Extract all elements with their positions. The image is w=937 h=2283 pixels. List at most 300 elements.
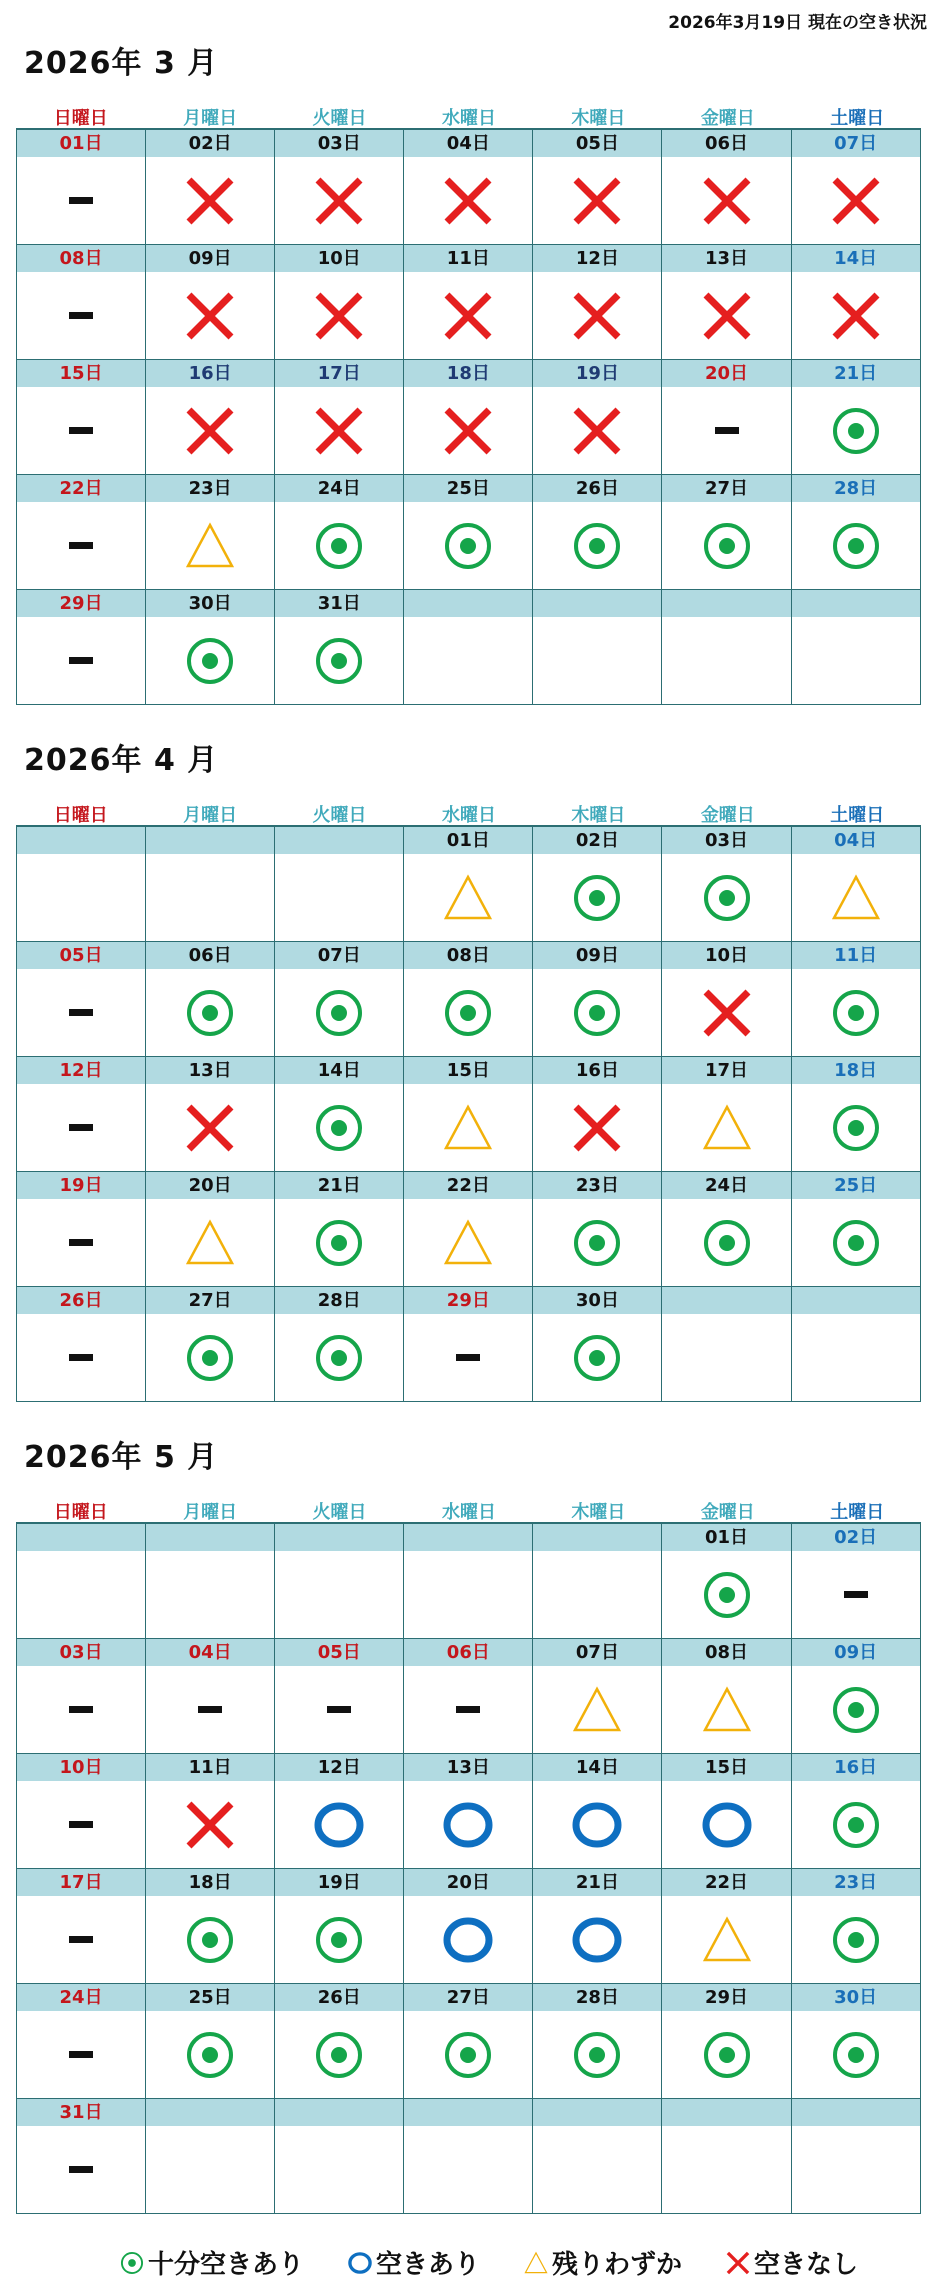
day-number: 17日 xyxy=(17,1869,145,1896)
day-status xyxy=(146,157,274,244)
day-cell[interactable] xyxy=(533,1639,662,1754)
day-cell[interactable] xyxy=(146,130,275,245)
day-number: 24日 xyxy=(275,475,403,502)
day-cell[interactable] xyxy=(662,827,791,942)
day-number: 24日 xyxy=(17,1984,145,2011)
day-status xyxy=(404,502,532,589)
weekday-label: 火曜日 xyxy=(312,108,367,129)
weekday-label: 火曜日 xyxy=(312,1502,367,1523)
day-cell[interactable] xyxy=(533,245,662,360)
week-row xyxy=(17,942,921,1057)
full-availability-icon xyxy=(314,1333,364,1383)
day-number: 20日 xyxy=(404,1869,532,1896)
day-cell[interactable] xyxy=(404,1172,533,1287)
day-status xyxy=(404,854,532,941)
day-cell[interactable] xyxy=(17,1754,146,1869)
day-number: 25日 xyxy=(146,1984,274,2011)
day-cell[interactable] xyxy=(792,827,921,942)
day-status xyxy=(404,1084,532,1171)
legend-item xyxy=(348,2244,480,2281)
day-cell[interactable] xyxy=(662,245,791,360)
day-cell[interactable] xyxy=(17,942,146,1057)
day-number xyxy=(275,2099,403,2126)
full-availability-icon xyxy=(702,1570,752,1620)
no-availability-icon xyxy=(185,406,235,456)
day-number xyxy=(17,1524,145,1551)
day-cell[interactable] xyxy=(662,1524,791,1639)
day-cell[interactable] xyxy=(17,1984,146,2099)
day-cell[interactable] xyxy=(146,1869,275,1984)
day-cell[interactable] xyxy=(404,475,533,590)
day-number: 26日 xyxy=(533,475,661,502)
day-cell[interactable] xyxy=(17,1287,146,1402)
day-cell xyxy=(146,1524,275,1639)
no-availability-icon xyxy=(185,1103,235,1153)
week-row xyxy=(17,1754,921,1869)
day-status xyxy=(404,969,532,1056)
week-row xyxy=(17,1524,921,1639)
day-number: 21日 xyxy=(792,360,920,387)
day-cell[interactable] xyxy=(146,1287,275,1402)
day-number xyxy=(275,827,403,854)
day-status xyxy=(146,969,274,1056)
day-number: 08日 xyxy=(17,245,145,272)
day-cell[interactable] xyxy=(404,1869,533,1984)
day-number xyxy=(662,2099,790,2126)
day-cell[interactable] xyxy=(275,1057,404,1172)
day-status xyxy=(792,1199,920,1286)
day-number: 18日 xyxy=(404,360,532,387)
day-cell[interactable] xyxy=(792,1869,921,1984)
no-availability-icon xyxy=(831,291,881,341)
calendar-grid xyxy=(16,1522,921,2214)
day-number: 09日 xyxy=(792,1639,920,1666)
day-cell xyxy=(792,1287,921,1402)
day-status xyxy=(17,1781,145,1868)
day-status xyxy=(533,1781,661,1868)
day-cell[interactable] xyxy=(146,1057,275,1172)
day-number: 15日 xyxy=(662,1754,790,1781)
day-cell[interactable] xyxy=(404,360,533,475)
day-cell[interactable] xyxy=(662,360,791,475)
day-number: 29日 xyxy=(17,590,145,617)
day-status xyxy=(17,854,145,941)
day-number: 25日 xyxy=(792,1172,920,1199)
day-status xyxy=(662,387,790,474)
day-cell[interactable] xyxy=(275,360,404,475)
day-number: 22日 xyxy=(662,1869,790,1896)
open-availability-icon xyxy=(348,2251,372,2275)
day-status xyxy=(662,1781,790,1868)
day-cell[interactable] xyxy=(792,245,921,360)
day-number: 06日 xyxy=(404,1639,532,1666)
day-cell[interactable] xyxy=(533,1172,662,1287)
day-number: 08日 xyxy=(662,1639,790,1666)
day-cell[interactable] xyxy=(662,475,791,590)
day-status xyxy=(533,1199,661,1286)
day-cell[interactable] xyxy=(146,942,275,1057)
day-status xyxy=(662,1199,790,1286)
status-date-label: 2026年3月19日 現在の空き状況 xyxy=(668,13,927,33)
day-cell[interactable] xyxy=(533,1754,662,1869)
day-cell[interactable] xyxy=(662,1639,791,1754)
full-availability-icon xyxy=(702,1218,752,1268)
day-cell[interactable] xyxy=(792,360,921,475)
day-cell[interactable] xyxy=(146,1639,275,1754)
day-cell[interactable] xyxy=(533,130,662,245)
day-cell[interactable] xyxy=(275,590,404,705)
day-number: 13日 xyxy=(404,1754,532,1781)
day-status xyxy=(275,1781,403,1868)
closed-dash-icon xyxy=(69,657,93,664)
day-cell[interactable] xyxy=(404,1287,533,1402)
weekday-label: 金曜日 xyxy=(700,805,755,826)
day-cell[interactable] xyxy=(404,1754,533,1869)
open-availability-icon xyxy=(702,1800,752,1850)
day-number: 03日 xyxy=(275,130,403,157)
day-status xyxy=(792,854,920,941)
day-number: 21日 xyxy=(533,1869,661,1896)
day-cell[interactable] xyxy=(146,475,275,590)
day-cell[interactable] xyxy=(662,1869,791,1984)
day-status xyxy=(792,1314,920,1401)
day-status xyxy=(404,2126,532,2213)
few-remaining-icon xyxy=(443,1218,493,1268)
day-status xyxy=(146,854,274,941)
day-number: 18日 xyxy=(792,1057,920,1084)
day-number: 29日 xyxy=(662,1984,790,2011)
day-cell[interactable] xyxy=(17,1869,146,1984)
full-availability-icon xyxy=(831,1685,881,1735)
day-cell[interactable] xyxy=(662,1754,791,1869)
few-remaining-icon xyxy=(572,1685,622,1735)
day-status xyxy=(792,502,920,589)
day-status xyxy=(533,387,661,474)
day-status xyxy=(146,617,274,704)
day-cell[interactable] xyxy=(17,1057,146,1172)
day-status xyxy=(792,2011,920,2098)
day-number: 31日 xyxy=(275,590,403,617)
day-cell[interactable] xyxy=(275,942,404,1057)
day-number: 28日 xyxy=(792,475,920,502)
full-availability-icon xyxy=(831,988,881,1038)
day-cell[interactable] xyxy=(662,1057,791,1172)
day-number: 01日 xyxy=(404,827,532,854)
day-status xyxy=(146,387,274,474)
day-number: 28日 xyxy=(533,1984,661,2011)
weekday-label: 日曜日 xyxy=(53,1502,108,1523)
day-cell[interactable] xyxy=(146,1172,275,1287)
day-cell[interactable] xyxy=(662,1172,791,1287)
day-cell[interactable] xyxy=(662,130,791,245)
day-status xyxy=(404,272,532,359)
few-remaining-icon xyxy=(831,873,881,923)
day-number: 10日 xyxy=(275,245,403,272)
day-number xyxy=(792,2099,920,2126)
day-number xyxy=(533,590,661,617)
day-number: 06日 xyxy=(662,130,790,157)
day-cell[interactable] xyxy=(275,1172,404,1287)
week-row xyxy=(17,475,921,590)
full-availability-icon xyxy=(120,2251,144,2275)
day-cell[interactable] xyxy=(662,942,791,1057)
full-availability-icon xyxy=(314,521,364,571)
day-cell[interactable] xyxy=(533,1287,662,1402)
day-cell[interactable] xyxy=(792,130,921,245)
closed-dash-icon xyxy=(198,1706,222,1713)
day-status xyxy=(662,502,790,589)
day-cell[interactable] xyxy=(404,1639,533,1754)
day-number: 11日 xyxy=(792,942,920,969)
day-status xyxy=(792,272,920,359)
closed-dash-icon xyxy=(69,1706,93,1713)
day-status xyxy=(17,1551,145,1638)
day-cell xyxy=(792,2099,921,2214)
day-status xyxy=(533,969,661,1056)
day-cell[interactable] xyxy=(404,942,533,1057)
weekday-label: 木曜日 xyxy=(571,805,626,826)
day-number: 26日 xyxy=(275,1984,403,2011)
weekday-label: 水曜日 xyxy=(441,805,496,826)
day-number: 09日 xyxy=(533,942,661,969)
week-row xyxy=(17,1172,921,1287)
day-cell[interactable] xyxy=(404,827,533,942)
full-availability-icon xyxy=(572,1218,622,1268)
day-cell[interactable] xyxy=(792,1639,921,1754)
full-availability-icon xyxy=(185,1915,235,1965)
day-status xyxy=(146,1781,274,1868)
day-number: 23日 xyxy=(146,475,274,502)
day-status xyxy=(17,1666,145,1753)
day-status xyxy=(662,1666,790,1753)
day-number: 10日 xyxy=(662,942,790,969)
day-number: 20日 xyxy=(146,1172,274,1199)
weekday-header xyxy=(16,104,922,130)
day-cell[interactable] xyxy=(17,130,146,245)
day-cell[interactable] xyxy=(275,1639,404,1754)
day-cell xyxy=(662,1287,791,1402)
day-cell[interactable] xyxy=(146,1984,275,2099)
day-cell[interactable] xyxy=(275,1754,404,1869)
day-cell[interactable] xyxy=(17,475,146,590)
day-number: 14日 xyxy=(792,245,920,272)
day-status xyxy=(275,854,403,941)
full-availability-icon xyxy=(314,636,364,686)
day-cell[interactable] xyxy=(17,360,146,475)
closed-dash-icon xyxy=(844,1591,868,1598)
day-cell[interactable] xyxy=(17,245,146,360)
day-cell[interactable] xyxy=(17,2099,146,2214)
full-availability-icon xyxy=(831,1800,881,1850)
weekday-label: 火曜日 xyxy=(312,805,367,826)
day-number xyxy=(146,827,274,854)
day-cell[interactable] xyxy=(533,1869,662,1984)
day-status xyxy=(533,617,661,704)
full-availability-icon xyxy=(572,521,622,571)
day-status xyxy=(404,2011,532,2098)
closed-dash-icon xyxy=(69,1009,93,1016)
legend-item xyxy=(726,2244,858,2281)
day-status xyxy=(662,272,790,359)
day-status xyxy=(533,2011,661,2098)
day-cell[interactable] xyxy=(146,1754,275,1869)
closed-dash-icon xyxy=(69,1936,93,1943)
day-number xyxy=(404,2099,532,2126)
day-cell[interactable] xyxy=(792,1754,921,1869)
day-cell[interactable] xyxy=(275,1287,404,1402)
weekday-header xyxy=(16,801,922,827)
day-number: 15日 xyxy=(404,1057,532,1084)
day-cell[interactable] xyxy=(146,360,275,475)
day-status xyxy=(275,1084,403,1171)
no-availability-icon xyxy=(702,988,752,1038)
month-title: 2026年 4 月 xyxy=(24,743,219,778)
day-cell xyxy=(792,590,921,705)
day-cell[interactable] xyxy=(792,942,921,1057)
day-cell[interactable] xyxy=(792,1057,921,1172)
day-cell[interactable] xyxy=(533,1057,662,1172)
few-remaining-icon xyxy=(702,1103,752,1153)
day-cell[interactable] xyxy=(533,360,662,475)
day-status xyxy=(792,387,920,474)
day-cell[interactable] xyxy=(662,1984,791,2099)
closed-dash-icon xyxy=(69,197,93,204)
weekday-label: 金曜日 xyxy=(700,108,755,129)
few-remaining-icon xyxy=(443,873,493,923)
day-number: 22日 xyxy=(404,1172,532,1199)
day-number: 02日 xyxy=(792,1524,920,1551)
day-number: 03日 xyxy=(17,1639,145,1666)
day-status xyxy=(275,2126,403,2213)
day-number xyxy=(792,590,920,617)
day-number: 17日 xyxy=(275,360,403,387)
day-number: 27日 xyxy=(404,1984,532,2011)
day-number: 22日 xyxy=(17,475,145,502)
day-cell[interactable] xyxy=(533,942,662,1057)
day-cell[interactable] xyxy=(533,1984,662,2099)
legend xyxy=(120,2244,858,2281)
day-status xyxy=(146,2011,274,2098)
day-status xyxy=(275,1896,403,1983)
day-cell xyxy=(662,2099,791,2214)
day-number xyxy=(533,1524,661,1551)
day-number xyxy=(17,827,145,854)
no-availability-icon xyxy=(314,406,364,456)
day-cell[interactable] xyxy=(275,1869,404,1984)
day-cell[interactable] xyxy=(404,130,533,245)
day-number: 15日 xyxy=(17,360,145,387)
day-cell[interactable] xyxy=(146,590,275,705)
day-status xyxy=(533,2126,661,2213)
weekday-label: 月曜日 xyxy=(183,108,238,129)
day-number: 11日 xyxy=(146,1754,274,1781)
day-number: 31日 xyxy=(17,2099,145,2126)
day-cell[interactable] xyxy=(792,1172,921,1287)
day-status xyxy=(404,617,532,704)
day-status xyxy=(17,1314,145,1401)
day-cell xyxy=(404,2099,533,2214)
day-cell[interactable] xyxy=(792,1524,921,1639)
closed-dash-icon xyxy=(69,1354,93,1361)
weekday-label: 土曜日 xyxy=(830,805,885,826)
week-row xyxy=(17,1639,921,1754)
full-availability-icon xyxy=(702,521,752,571)
legend-item xyxy=(524,2244,682,2281)
day-cell[interactable] xyxy=(275,475,404,590)
no-availability-icon xyxy=(831,176,881,226)
day-status xyxy=(275,502,403,589)
closed-dash-icon xyxy=(456,1354,480,1361)
day-status xyxy=(533,1314,661,1401)
day-status xyxy=(146,1551,274,1638)
legend-label: 十分空きあり xyxy=(148,2250,305,2280)
day-number: 07日 xyxy=(533,1639,661,1666)
full-availability-icon xyxy=(831,406,881,456)
week-row xyxy=(17,360,921,475)
day-cell[interactable] xyxy=(146,245,275,360)
day-cell[interactable] xyxy=(275,1984,404,2099)
day-number: 11日 xyxy=(404,245,532,272)
no-availability-icon xyxy=(443,291,493,341)
day-number: 26日 xyxy=(17,1287,145,1314)
weekday-label: 日曜日 xyxy=(53,108,108,129)
day-cell[interactable] xyxy=(404,1057,533,1172)
closed-dash-icon xyxy=(69,2051,93,2058)
day-cell[interactable] xyxy=(792,475,921,590)
day-cell[interactable] xyxy=(404,1984,533,2099)
full-availability-icon xyxy=(314,2030,364,2080)
day-status xyxy=(662,1314,790,1401)
no-availability-icon xyxy=(314,176,364,226)
day-number: 06日 xyxy=(146,942,274,969)
day-cell[interactable] xyxy=(533,475,662,590)
week-row xyxy=(17,2099,921,2214)
day-cell[interactable] xyxy=(17,1639,146,1754)
day-number xyxy=(533,2099,661,2126)
closed-dash-icon xyxy=(69,427,93,434)
day-number: 13日 xyxy=(146,1057,274,1084)
day-number: 01日 xyxy=(662,1524,790,1551)
day-number: 23日 xyxy=(792,1869,920,1896)
day-status xyxy=(404,1551,532,1638)
day-cell[interactable] xyxy=(533,827,662,942)
day-cell[interactable] xyxy=(17,590,146,705)
day-cell[interactable] xyxy=(404,245,533,360)
day-number: 30日 xyxy=(146,590,274,617)
full-availability-icon xyxy=(831,1103,881,1153)
day-status xyxy=(533,1551,661,1638)
day-status xyxy=(533,157,661,244)
day-cell[interactable] xyxy=(792,1984,921,2099)
no-availability-icon xyxy=(314,291,364,341)
day-number: 12日 xyxy=(533,245,661,272)
closed-dash-icon xyxy=(69,2166,93,2173)
few-remaining-icon xyxy=(443,1103,493,1153)
day-cell[interactable] xyxy=(275,130,404,245)
no-availability-icon xyxy=(572,1103,622,1153)
day-number: 04日 xyxy=(792,827,920,854)
day-cell[interactable] xyxy=(275,245,404,360)
no-availability-icon xyxy=(185,1800,235,1850)
day-status xyxy=(792,969,920,1056)
day-status xyxy=(275,1551,403,1638)
day-status xyxy=(17,969,145,1056)
day-cell[interactable] xyxy=(17,1172,146,1287)
week-row xyxy=(17,130,921,245)
day-status xyxy=(17,502,145,589)
day-number: 19日 xyxy=(533,360,661,387)
full-availability-icon xyxy=(572,2030,622,2080)
